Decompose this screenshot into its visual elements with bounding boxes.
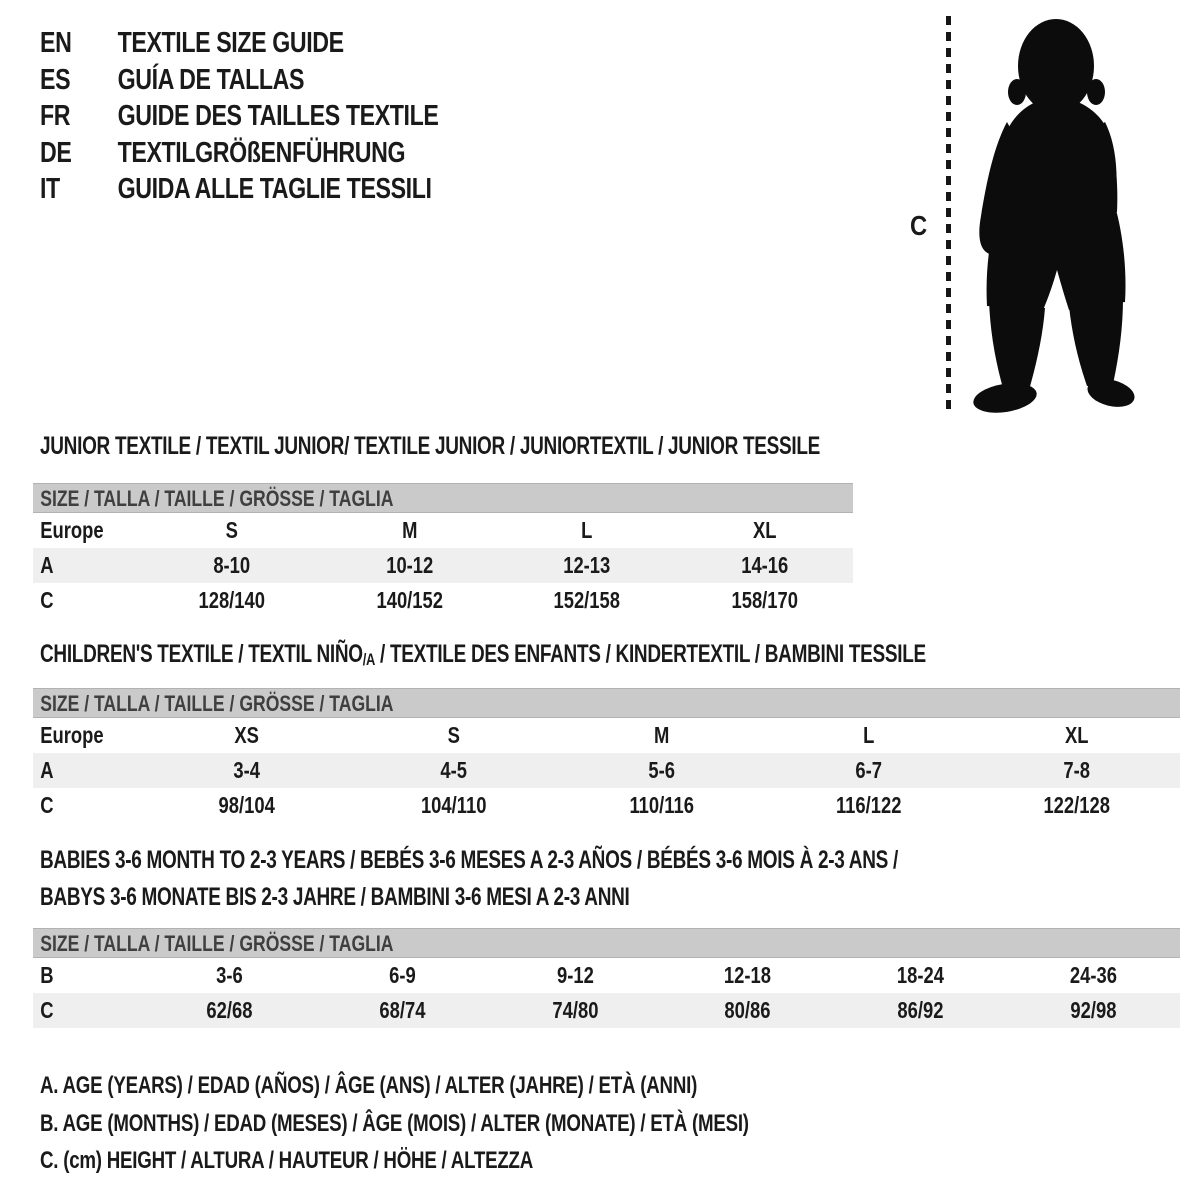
- table-row-height: [33, 583, 853, 618]
- junior-section-title: JUNIOR TEXTILE / TEXTIL JUNIOR/ TEXTILE JUNIOR / JUNIORTEXTIL / JUNIOR TESSILE: [40, 432, 821, 460]
- age-cell: 5-6: [648, 757, 675, 783]
- note-age-years: A. AGE (YEARS) / EDAD (AÑOS) / ÂGE (ANS) / ALTER (JAHRE) / ETÀ (ANNI): [40, 1072, 698, 1099]
- row-label: C: [40, 997, 54, 1023]
- row-label: C: [40, 587, 54, 613]
- row-label: A: [40, 757, 54, 783]
- height-cell: 86/92: [897, 997, 944, 1023]
- size-cell: L: [863, 722, 875, 748]
- lang-row-it: [40, 173, 438, 210]
- children-title-sub: /A: [362, 650, 376, 669]
- note-height-cm: C. (cm) HEIGHT / ALTURA / HAUTEUR / HÖHE / ALTEZZA: [40, 1147, 534, 1174]
- age-cell: 6-7: [855, 757, 883, 783]
- table-row-europe: [33, 513, 853, 548]
- guide-title-fr: GUIDE DES TAILLES TEXTILE: [117, 100, 439, 133]
- junior-table-header: [33, 483, 853, 513]
- babies-table-header: [33, 928, 1180, 958]
- row-label: B: [40, 962, 54, 988]
- guide-title-de: TEXTILGRÖßENFÜHRUNG: [117, 136, 406, 169]
- size-header-label: SIZE / TALLA / TAILLE / GRÖSSE / TAGLIA: [40, 691, 394, 716]
- age-cell: 12-18: [724, 962, 772, 988]
- size-header-label: SIZE / TALLA / TAILLE / GRÖSSE / TAGLIA: [40, 931, 394, 956]
- height-cell: 92/98: [1070, 997, 1117, 1023]
- lang-row-fr: [40, 100, 438, 137]
- age-cell: 4-5: [440, 757, 468, 783]
- children-title-pre: CHILDREN'S TEXTILE / TEXTIL NIÑO: [40, 640, 363, 668]
- babies-size-table: [33, 928, 1180, 1028]
- language-title-list: [40, 27, 538, 210]
- table-row-height: [33, 993, 1180, 1028]
- lang-code: ES: [40, 63, 71, 96]
- size-cell: S: [225, 517, 238, 543]
- height-measure-label: C: [910, 210, 928, 241]
- table-row-age: [33, 753, 1180, 788]
- height-cell: 110/116: [629, 792, 694, 818]
- table-row-height: [33, 788, 1180, 823]
- row-label: Europe: [40, 722, 104, 748]
- age-cell: 10-12: [385, 552, 433, 578]
- age-cell: 8-10: [213, 552, 251, 578]
- age-cell: 6-9: [388, 962, 416, 988]
- lang-row-en: [40, 27, 438, 64]
- age-cell: 3-6: [216, 962, 243, 988]
- size-cell: M: [653, 722, 670, 748]
- table-row-europe: [33, 718, 1180, 753]
- height-cell: 158/170: [730, 587, 798, 613]
- lang-row-de: [40, 137, 438, 174]
- guide-title-it: GUIDA ALLE TAGLIE TESSILI: [117, 173, 432, 206]
- lang-code: EN: [40, 27, 72, 59]
- height-cell: 80/86: [724, 997, 771, 1023]
- height-dotted-line: [946, 16, 951, 416]
- age-cell: 18-24: [897, 962, 945, 988]
- size-header-label: SIZE / TALLA / TAILLE / GRÖSSE / TAGLIA: [40, 486, 394, 511]
- height-cell: 62/68: [206, 997, 253, 1023]
- lang-code: IT: [40, 173, 60, 206]
- guide-title-en: TEXTILE SIZE GUIDE: [117, 27, 344, 59]
- size-cell: XS: [234, 722, 259, 748]
- age-cell: 3-4: [233, 757, 260, 783]
- age-cell: 14-16: [740, 552, 788, 578]
- height-cell: 128/140: [198, 587, 265, 613]
- lang-code: DE: [40, 136, 72, 169]
- size-cell: XL: [752, 517, 776, 543]
- note-age-months: B. AGE (MONTHS) / EDAD (MESES) / ÂGE (MOIS) / ALTER (MONATE) / ETÀ (MESI): [40, 1110, 749, 1137]
- height-cell: 152/158: [553, 587, 620, 613]
- size-cell: XL: [1064, 722, 1089, 748]
- height-cell: 98/104: [218, 792, 275, 818]
- height-cell: 68/74: [379, 997, 426, 1023]
- size-cell: L: [581, 517, 593, 543]
- row-label: A: [40, 552, 54, 578]
- baby-silhouette-image: [965, 18, 1137, 420]
- size-cell: M: [401, 517, 417, 543]
- children-table-header: [33, 688, 1180, 718]
- guide-title-es: GUÍA DE TALLAS: [117, 63, 305, 96]
- lang-code: FR: [40, 100, 71, 133]
- row-label: C: [40, 792, 54, 818]
- row-label: Europe: [40, 517, 104, 543]
- height-cell: 122/128: [1043, 792, 1110, 818]
- children-size-table: [33, 688, 1180, 823]
- table-row-age: [33, 548, 853, 583]
- height-cell: 116/122: [836, 792, 902, 818]
- children-title-post: / TEXTILE DES ENFANTS / KINDERTEXTIL / BAMBINI TESSILE: [375, 640, 926, 668]
- height-cell: 140/152: [375, 587, 443, 613]
- lang-row-es: [40, 64, 438, 101]
- age-cell: 9-12: [556, 962, 594, 988]
- children-section-title: [40, 640, 926, 670]
- table-row-age-months: [33, 958, 1180, 993]
- junior-size-table: [33, 483, 853, 618]
- size-cell: S: [447, 722, 461, 748]
- height-cell: 104/110: [421, 792, 487, 818]
- babies-section-title-line1: BABIES 3-6 MONTH TO 2-3 YEARS / BEBÉS 3-6 MESES A 2-3 AÑOS / BÉBÉS 3-6 MOIS À 2-3 ANS /: [40, 846, 898, 874]
- age-cell: 12-13: [563, 552, 611, 578]
- height-cell: 74/80: [552, 997, 599, 1023]
- age-cell: 24-36: [1070, 962, 1118, 988]
- babies-section-title-line2: BABYS 3-6 MONATE BIS 2-3 JAHRE / BAMBINI 3-6 MESI A 2-3 ANNI: [40, 883, 630, 911]
- age-cell: 7-8: [1062, 757, 1090, 783]
